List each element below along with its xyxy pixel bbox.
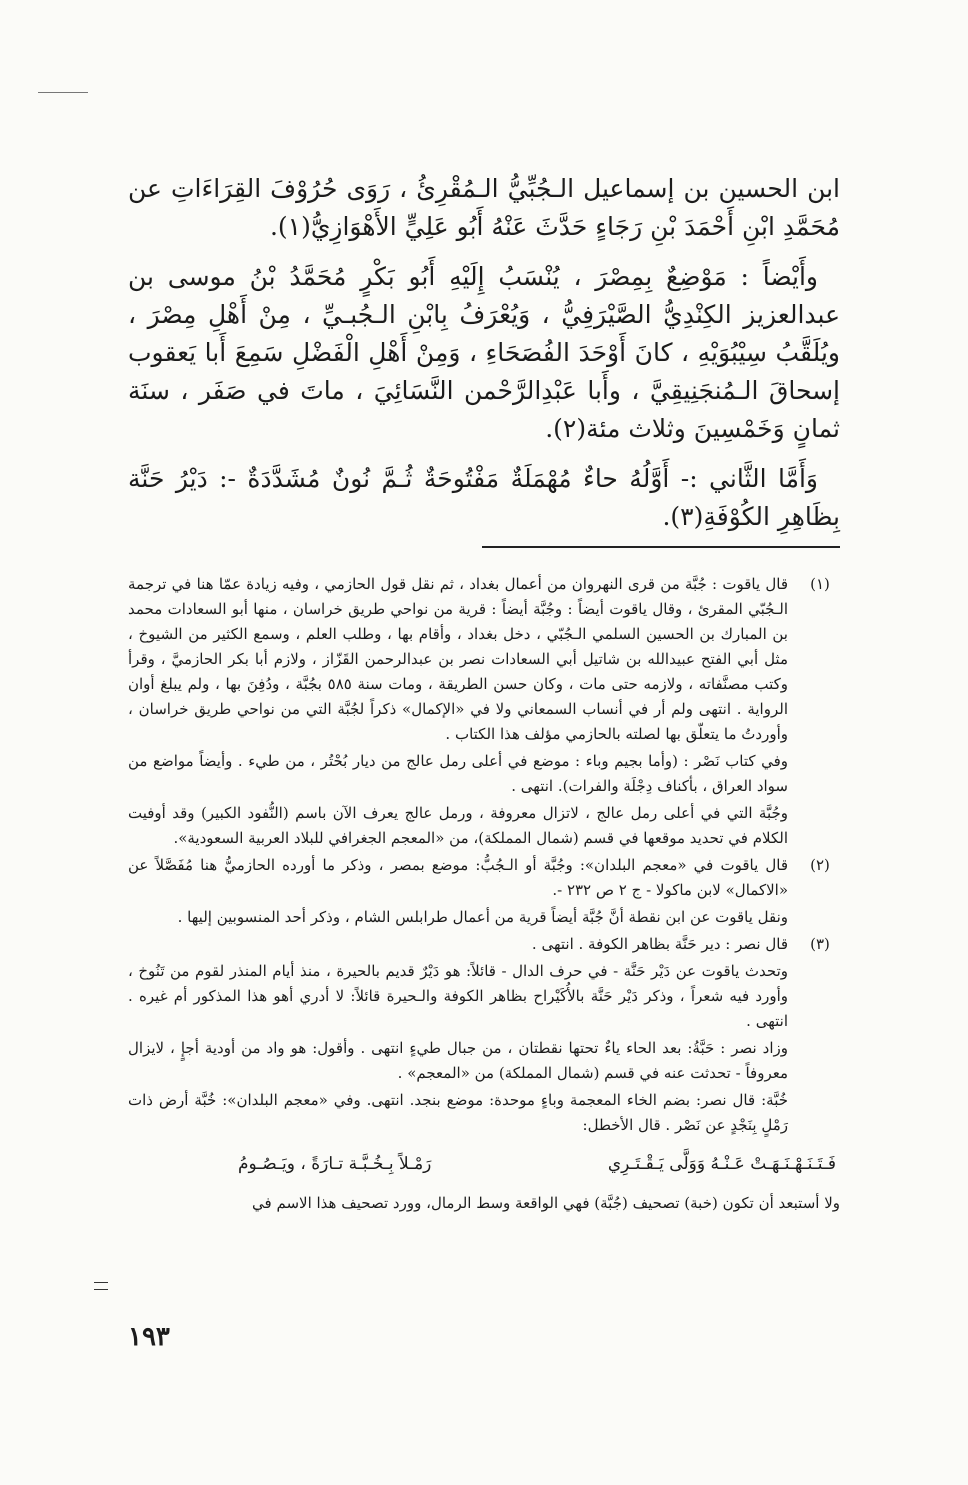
verse-hemistich-first: فَـتَـنَـهْـنَـهَـتْ عَـنْـهُ وَوَلَّى يَـقْـتَـرِي [607,1154,836,1174]
poetry-verse [128,1140,840,1191]
footnote-paragraph: وجُبَّة التي في أعلى رمل عالج ، لاتزال معروفة ، ورمل عالج يعرف الآن باسم (النُّفود الكبير) وقد أوفيت الكلام في تحديد موقعها في قسم (شمال المملكة)، من «المعجم الجغرافي للبلاد العربية السعودية». [128,804,788,847]
footnote-paragraph: قال ياقوت في «معجم البلدان»: وجُبَّة أو الـجُبُّ: موضع بمصر ، وذكر ما أورده الحازميُّ هنا مُفَصَّلاً عن «الاكمال» لابن ماكولا - ج ٢ ص ٢٣٢ -. [128,856,788,899]
footnote-paragraph: وفي كتاب نَصْر : (وأما بجيم وباء : موضع في أعلى رمل عالج من ديار بُحْتُر ، من طيء . وأيضاً مواضع من سواد العراق ، بأكناف دِجْلَة والفرات). انتهى . [128,752,788,795]
closing-line: ولا أستبعد أن تكون (خبة) تصحيف (جُبَّة) فهي الواقعة وسط الرمال، وورد تصحيف هذا الاسم في [252,1194,840,1212]
main-paragraph-1: ابن الحسين بن إسماعيل الـجُبِّيُّ الـمُقْرِئُ ، رَوَى حُرُوْفَ القِرَاءَاتِ عن مُحَمَّدِ ابْنِ أَحْمَدَ بْنِ رَجَاءٍ حَدَّثَ عَنْهُ أَبُو عَلِيٍّ الأَهْوَازِيُّ(١). [128,174,840,241]
footnote-number: (١) [810,575,830,593]
footnote-separator [482,546,840,548]
footnote-paragraph: وتحدث ياقوت عن دَيْر حَنَّة - في حرف الدال - قائلاً: هو دَيْرٌ قديم بالحيرة ، منذ أيام المنذر لقوم من تَنُوخ ، وأورد فيه شعراً ، وذكر دَيْر حَنَّة بالأُكَيْراح بظاهر الكوفة والـحيرة قائلاً: لا أدري أهو هذا المذكور أم غيره . انتهى . [128,962,788,1030]
main-paragraph-3: وَأَمَّا الثَّاني :- أَوَّلُهُ حاءٌ مُهْمَلَةٌ مَفْتُوحَةٌ ثُـمَّ نُونٌ مُشَدَّدَةٌ -: دَيْرُ حَنَّة بِظَاهِرِ الكُوْفَةِ(٣). [128,464,840,531]
footnote-paragraph: قال نصر : دير حَنَّة بظاهر الكوفة . انتهى . [531,935,788,953]
verse-hemistich-second: رَمْـلاً بِـخُـبَّـة تـارَةً ، ويَـصُـومُ [238,1154,432,1174]
main-text [128,170,840,548]
main-paragraph-2: وأَيْضاً : مَوْضِعٌ بِمِصْرَ ، يُنْسَبُ إِلَيْهِ أَبُو بَكْرٍ مُحَمَّدُ بْنُ موسى بن عبدالعزيز الكِنْدِيُّ الصَّيْرَفِيُّ ، وَيُعْرَفُ بِابْنِ الـجُبـيِّ ، مِنْ أَهْلِ مِصْرَ ، ويُلَقَّبُ سِيْبُوَيْهِ ، كانَ أَوْحَدَ الفُصَحَاءِ ، وَمِنْ أَهْلِ الْفَضْلِ سَمِعَ أَبا يَعقوب إسحاقَ الـمُنجَنِيقِيَّ ، وأَبا عَبْدِالرَّحْمن النَّسَائِيَ ، ماتَ في صَفَر ، سنَة ثمانٍ وَخَمْسِينَ وثلاث مئة(٢). [128,262,840,443]
footnotes [128,572,840,1216]
footnote-paragraph: وزاد نصر : حَبَّةُ: بعد الحاء ياءٌ تحتها نقطتان ، من جبال طيءٍ انتهى . وأقول: هو واد من أودية أجإٍ ، لايزال معروفاً - تحدثت عنه في قسم (شمال المملكة) من «المعجم» . [128,1039,788,1082]
footnote-paragraph: ونقل ياقوت عن ابن نقطة أنَّ جُبَّة أيضاً قرية من أعمال طرابلس الشام ، وذكر أحد المنسوبين إليها . [177,908,788,926]
footnote-paragraph: خُبَّة: قال نصر: بضم الخاء المعجمة وباءٍ موحدة: موضع بنجد. انتهى. وفي «معجم البلدان»: خُبَّة أرض ذات رَمْلٍ بِنَجْدٍ عن نَصْر . قال الأخطل: [128,1091,788,1134]
margin-mark [38,92,88,93]
footnote-number: (٣) [810,935,830,953]
page-number: ١٩٣ [128,1322,170,1352]
footnote-paragraph: قال ياقوت : جُبَّة من قرى النهروان من أعمال بغداد ، ثم نقل قول الحازمي ، وفيه زيادة عمّا هنا في ترجمة الـجُبّي المقرئ ، وقال ياقوت أيضاً : وجُبَّة أيضاً : قرية من نواحي طريق خراسان ، منها أبو السعادات محمد بن المبارك بن الحسين السلمي الـجُبّي ، دخل بغداد ، وأقام بها ، وطلب العلم ، وسمع الكثير من الشيوخ ، مثل أبي الفتح عبيدالله بن شاتيل أبي السعادات نصر بن عبدالرحمن القَزّاز ، ولازم أبا بكر الحازميَّ ، وقرأ وكتب مصنَّفاته ، ولازمه حتى مات ، وكان حسن الطريقة ، ومات سنة ٥٨٥ بجُبَّة ، ودُفِنَ بها ، ولم يبلغ أوان الرواية . انتهى ولم أر في أنساب السمعاني ولا في «الإكمال» ذكراً لجُبَّة التي من نواحي طريق خراسان ، وأوردتُ ما يتعلّق بها لصلته بالحازمي مؤلف هذا الكتاب . [128,575,789,743]
footnote-number: (٢) [810,856,830,874]
equals-mark [94,1282,108,1290]
footnote-3 [128,932,840,1138]
footnote-1 [128,572,840,851]
footnote-2 [128,853,840,930]
